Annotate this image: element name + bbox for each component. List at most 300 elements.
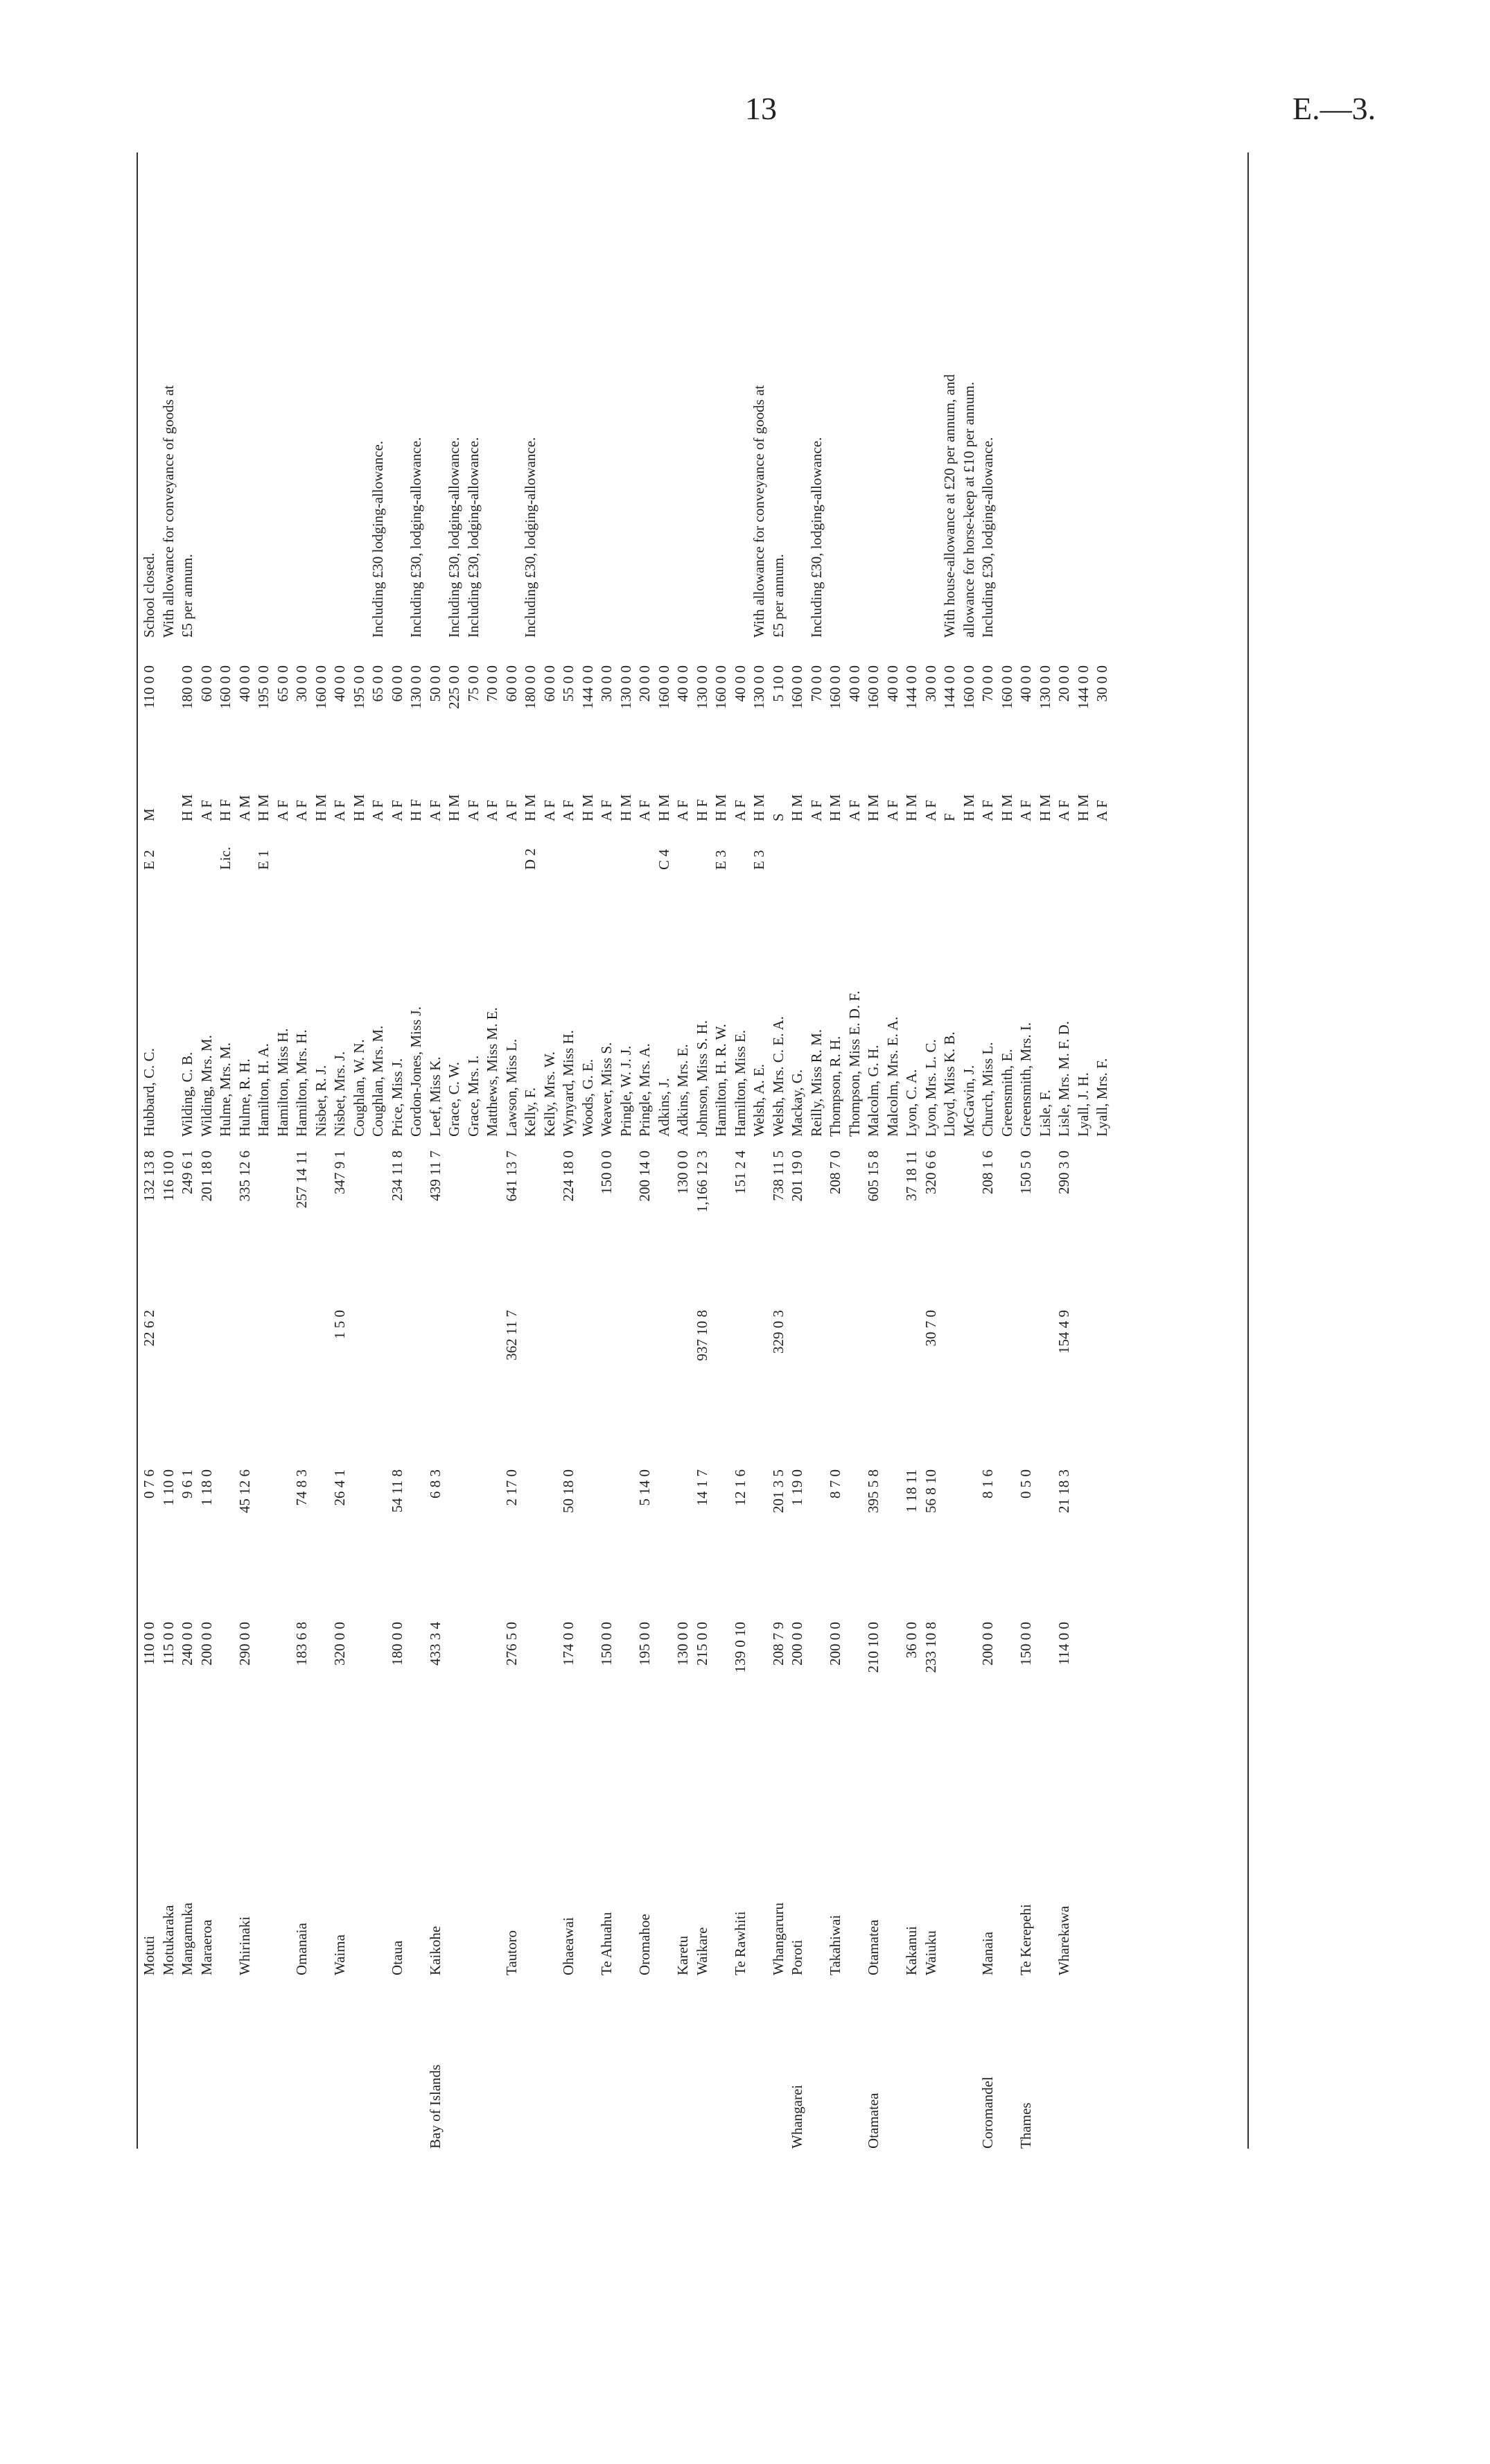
cell-position: A F — [331, 800, 348, 821]
cell-teacher: Coughlan, Mrs. M. — [369, 1025, 386, 1137]
cell-salary: 174 0 0 — [560, 1622, 577, 1666]
cell-salary: 36 0 0 — [903, 1622, 920, 1659]
cell-salary: 183 6 8 — [293, 1622, 310, 1666]
cell-allowance: 14 1 7 — [693, 1469, 710, 1506]
cell-salary: 130 0 0 — [674, 1622, 691, 1666]
cell-position: A F — [1017, 800, 1034, 821]
cell-teacher: Adkins, Mrs. E. — [674, 1044, 691, 1137]
cell-teacher: Lisle, Mrs. M. F. D. — [1055, 1021, 1072, 1137]
table-row — [1057, 152, 1071, 2149]
cell-total: 290 3 0 — [1055, 1151, 1072, 1194]
cell-position: A F — [560, 800, 577, 821]
cell-school: Te Ahuahu — [598, 1912, 615, 1975]
cell-position: H M — [960, 794, 977, 821]
cell-total: 201 19 0 — [789, 1151, 805, 1202]
table-row — [904, 152, 918, 2149]
table-row — [733, 152, 747, 2149]
cell-position: F — [941, 813, 958, 821]
cell-teacher-salary: 130 0 0 — [617, 665, 634, 709]
cell-teacher: Mackay, G. — [789, 1069, 805, 1137]
cell-total: 150 5 0 — [1017, 1151, 1034, 1194]
cell-remarks: With allowance for conveyance of goods at — [751, 385, 767, 638]
cell-position: H M — [255, 794, 272, 821]
cell-position: H M — [522, 794, 538, 821]
cell-teacher-salary: 160 0 0 — [998, 665, 1015, 709]
cell-salary: 150 0 0 — [598, 1622, 615, 1666]
cell-teacher-salary: 65 0 0 — [274, 665, 291, 702]
cell-position: A F — [293, 800, 310, 821]
table-row — [295, 152, 308, 2149]
table-row — [161, 152, 175, 2149]
cell-remarks: Including £30, lodging-allowance. — [979, 437, 996, 638]
cell-teacher: Thompson, R. H. — [827, 1036, 843, 1137]
table-row — [333, 152, 347, 2149]
table-row — [200, 152, 213, 2149]
cell-salary: 195 0 0 — [636, 1622, 653, 1666]
cell-teacher-salary: 144 0 0 — [1074, 665, 1092, 709]
cell-teacher: Greensmith, Mrs. I. — [1017, 1022, 1034, 1137]
cell-total: 257 14 11 — [293, 1151, 310, 1209]
table-row — [352, 152, 366, 2149]
cell-position: H F — [407, 798, 424, 821]
cell-cert: E 3 — [712, 850, 729, 870]
table-row — [962, 152, 976, 2149]
cell-total: 641 13 7 — [502, 1151, 520, 1202]
cell-salary: 433 3 4 — [426, 1622, 444, 1666]
cell-allowance: 21 18 3 — [1055, 1469, 1072, 1513]
cell-salary: 110 0 0 — [141, 1622, 157, 1666]
cell-teacher: Nisbet, Mrs. J. — [331, 1051, 348, 1137]
cell-school: Manaia — [979, 1932, 996, 1975]
cell-allowance: 1 18 0 — [198, 1469, 215, 1506]
cell-teacher: Pringle, W. J. J. — [617, 1045, 634, 1137]
table-row — [523, 152, 537, 2149]
cell-district: Whangarei — [789, 2084, 805, 2149]
cell-teacher: Thompson, Miss E. D. F. — [845, 990, 863, 1137]
cell-remarks: Including £30, lodging-allowance. — [807, 437, 825, 638]
cell-teacher-salary: 40 0 0 — [731, 665, 748, 702]
cell-teacher-salary: 60 0 0 — [502, 665, 520, 702]
cell-teacher: Lyon, Mrs. L. C. — [922, 1039, 939, 1137]
cell-capitation: 362 11 7 — [502, 1310, 520, 1361]
rotated-table — [142, 139, 1390, 2149]
cell-teacher-salary: 160 0 0 — [712, 665, 729, 709]
cell-total: 234 11 8 — [388, 1151, 405, 1201]
table-row — [1095, 152, 1109, 2149]
cell-school: Motuti — [141, 1935, 157, 1975]
cell-salary: 180 0 0 — [388, 1622, 405, 1666]
cell-total: 605 15 8 — [865, 1151, 882, 1202]
table-row — [466, 152, 480, 2149]
cell-allowance: 1 10 0 — [159, 1469, 177, 1506]
cell-teacher-salary: 144 0 0 — [579, 665, 596, 709]
cell-teacher-salary: 30 0 0 — [922, 665, 939, 702]
table-row — [845, 152, 863, 2149]
cell-total: 200 14 0 — [636, 1151, 653, 1202]
cell-teacher-salary: 110 0 0 — [141, 665, 157, 709]
cell-teacher-salary: 30 0 0 — [598, 665, 615, 702]
cell-position: A F — [598, 800, 615, 821]
cell-allowance: 12 1 6 — [731, 1469, 748, 1506]
cell-salary: 240 0 0 — [179, 1622, 195, 1666]
cell-district: Thames — [1017, 2102, 1034, 2149]
cell-teacher-salary: 40 0 0 — [674, 665, 691, 702]
table-row — [809, 152, 823, 2149]
cell-teacher-salary: 55 0 0 — [560, 665, 577, 702]
cell-allowance: 9 6 1 — [179, 1469, 195, 1499]
cell-capitation: 329 0 3 — [769, 1310, 787, 1354]
table-row — [276, 152, 290, 2149]
cell-allowance: 50 18 0 — [560, 1469, 577, 1513]
cell-position: A F — [388, 800, 405, 821]
table-row — [657, 152, 671, 2149]
cell-teacher: Welsh, A. E. — [751, 1063, 767, 1137]
cell-school: Waiuku — [922, 1930, 939, 1975]
cell-teacher-salary: 60 0 0 — [541, 665, 558, 702]
cell-teacher-salary: 70 0 0 — [807, 665, 825, 702]
cell-remarks: allowance for horse-keep at £10 per annum. — [960, 381, 977, 638]
cell-position: A F — [464, 800, 482, 821]
cell-remarks: £5 per annum. — [179, 554, 195, 638]
cell-position: S — [769, 813, 787, 821]
cell-position: M — [141, 808, 157, 821]
table-row — [428, 152, 442, 2149]
cell-salary: 215 0 0 — [693, 1622, 710, 1666]
cell-teacher: Lawson, Miss L. — [502, 1038, 520, 1137]
cell-salary: 320 0 0 — [331, 1622, 348, 1666]
cell-total: 224 18 0 — [560, 1151, 577, 1202]
cell-teacher-salary: 70 0 0 — [979, 665, 996, 702]
table-row — [371, 152, 385, 2149]
cell-teacher: Lisle, F. — [1036, 1090, 1053, 1137]
cell-teacher: Coughlan, W. N. — [350, 1039, 367, 1137]
cell-position: H F — [693, 798, 710, 821]
cell-total: 439 11 7 — [426, 1151, 444, 1201]
cell-position: A F — [979, 800, 996, 821]
cell-district: Coromandel — [979, 2077, 996, 2149]
cell-position: H M — [751, 794, 767, 821]
cell-total: 201 18 0 — [198, 1151, 215, 1202]
cell-teacher: Kelly, Mrs. W. — [541, 1051, 558, 1137]
cell-teacher: McGavin, J. — [960, 1065, 977, 1137]
cell-school: Motukaraka — [159, 1905, 177, 1975]
cell-teacher: Hulme, R. H. — [236, 1058, 253, 1137]
cell-teacher-salary: 70 0 0 — [484, 665, 500, 702]
cell-allowance: 5 14 0 — [636, 1469, 653, 1506]
cell-teacher-salary: 160 0 0 — [655, 665, 672, 709]
cell-salary: 200 0 0 — [979, 1622, 996, 1666]
cell-position: H M — [350, 794, 367, 821]
cell-position: H M — [903, 794, 920, 821]
cell-remarks: Including £30 lodging-allowance. — [369, 440, 386, 638]
cell-allowance: 74 8 3 — [293, 1469, 310, 1506]
cell-salary: 200 0 0 — [827, 1622, 843, 1666]
cell-teacher-salary: 5 10 0 — [769, 665, 787, 702]
cell-total: 347 9 1 — [331, 1151, 348, 1194]
cell-remarks: £5 per annum. — [769, 554, 787, 638]
cell-teacher-salary: 195 0 0 — [350, 665, 367, 709]
table-row — [409, 152, 423, 2149]
cell-school: Poroti — [789, 1939, 805, 1975]
cell-school: Waima — [331, 1934, 348, 1975]
table-row — [943, 152, 956, 2149]
cell-teacher-salary: 160 0 0 — [865, 665, 882, 709]
cell-position: H M — [446, 794, 462, 821]
cell-teacher: Hubbard, C. C. — [141, 1048, 157, 1137]
cell-teacher-salary: 180 0 0 — [179, 665, 195, 709]
cell-position: A F — [198, 800, 215, 821]
cell-school: Kakanui — [903, 1925, 920, 1975]
cell-teacher-salary: 160 0 0 — [827, 665, 843, 709]
cell-teacher-salary: 40 0 0 — [845, 665, 863, 702]
cell-cert: D 2 — [522, 848, 538, 870]
table-row — [581, 152, 595, 2149]
cell-remarks: Including £30, lodging-allowance. — [407, 437, 424, 638]
cell-school: Te Rawhiti — [731, 1911, 748, 1975]
cell-salary: 276 5 0 — [502, 1622, 520, 1666]
cell-teacher-salary: 20 0 0 — [1055, 665, 1072, 702]
cell-school: Omanaia — [293, 1923, 310, 1975]
cell-cert: E 2 — [141, 850, 157, 870]
table-row — [790, 152, 804, 2149]
cell-total: 151 2 4 — [731, 1151, 748, 1194]
cell-teacher: Reilly, Miss R. M. — [807, 1029, 825, 1137]
cell-teacher-salary: 40 0 0 — [1017, 665, 1034, 702]
table-row — [714, 152, 728, 2149]
cell-teacher: Kelly, F. — [522, 1087, 538, 1137]
cell-salary: 115 0 0 — [159, 1622, 177, 1666]
cell-teacher: Hamilton, Miss H. — [274, 1028, 291, 1137]
cell-capitation: 30 7 0 — [922, 1310, 939, 1347]
cell-position: A F — [1094, 800, 1110, 821]
cell-teacher: Adkins, J. — [655, 1078, 672, 1137]
cell-school: Karetu — [674, 1935, 691, 1975]
cell-total: 738 11 5 — [769, 1151, 787, 1201]
table-row — [752, 152, 766, 2149]
cell-teacher: Hamilton, Mrs. H. — [293, 1029, 310, 1137]
cell-teacher-salary: 160 0 0 — [789, 665, 805, 709]
cell-position: H M — [179, 794, 195, 821]
cell-position: H M — [998, 794, 1015, 821]
cell-capitation: 22 6 2 — [141, 1310, 157, 1347]
cell-school: Te Kerepehi — [1017, 1904, 1034, 1975]
table-row — [771, 152, 785, 2149]
table-row — [676, 152, 690, 2149]
cell-capitation: 1 5 0 — [331, 1310, 348, 1339]
cell-salary: 139 0 10 — [731, 1622, 748, 1673]
cell-position: A F — [731, 800, 748, 821]
table-row — [256, 152, 270, 2149]
cell-remarks: Including £30, lodging-allowance. — [446, 437, 462, 638]
cell-position: H M — [827, 794, 843, 821]
cell-school: Takahiwai — [827, 1914, 843, 1975]
cell-school: Otaua — [388, 1940, 405, 1975]
cell-teacher: Nisbet, R. J. — [312, 1065, 329, 1137]
cell-total: 320 6 6 — [922, 1151, 939, 1194]
cell-total: 150 0 0 — [598, 1151, 615, 1194]
cell-position: H M — [789, 794, 805, 821]
cell-teacher: Price, Miss J. — [388, 1058, 405, 1137]
table-row — [390, 152, 404, 2149]
cell-cert: Lic. — [217, 846, 234, 870]
cell-position: A F — [674, 800, 691, 821]
cell-allowance: 1 18 11 — [903, 1469, 920, 1513]
cell-salary: 233 10 8 — [922, 1622, 939, 1673]
cell-teacher-salary: 40 0 0 — [236, 665, 253, 702]
cell-salary: 150 0 0 — [1017, 1622, 1034, 1666]
table-row — [1019, 152, 1033, 2149]
cell-position: H M — [1074, 794, 1092, 821]
cell-total: 208 1 6 — [979, 1151, 996, 1194]
table-row — [599, 152, 613, 2149]
cell-position: H M — [655, 794, 672, 821]
cell-remarks: With allowance for conveyance of goods at — [159, 385, 177, 638]
table-row — [1000, 152, 1014, 2149]
cell-teacher-salary: 30 0 0 — [1094, 665, 1110, 702]
cell-allowance: 26 4 1 — [331, 1469, 348, 1506]
cell-teacher: Lyon, C. A. — [903, 1069, 920, 1137]
cell-school: Otamatea — [865, 1919, 882, 1975]
cell-school: Kaikohe — [426, 1925, 444, 1975]
cell-salary: 200 0 0 — [789, 1622, 805, 1666]
cell-district: Otamatea — [865, 2092, 882, 2149]
cell-teacher: Church, Miss L. — [979, 1042, 996, 1137]
cell-school: Oromahoe — [636, 1914, 653, 1975]
table-row — [924, 152, 938, 2149]
cell-position: H M — [617, 794, 634, 821]
cell-position: A F — [274, 800, 291, 821]
table-bottom-rule — [1247, 152, 1249, 2149]
cell-allowance: 0 7 6 — [141, 1469, 157, 1499]
table-row — [502, 152, 520, 2149]
cell-remarks: Including £30, lodging-allowance. — [464, 437, 482, 638]
cell-teacher: Gordon-Jones, Miss J. — [407, 1006, 424, 1137]
table-row — [180, 152, 194, 2149]
cell-teacher: Grace, C. W. — [446, 1062, 462, 1137]
cell-district: Bay of Islands — [426, 2064, 444, 2149]
cell-allowance: 56 8 10 — [922, 1469, 939, 1513]
cell-teacher: Weaver, Miss S. — [598, 1042, 615, 1137]
table-row — [314, 152, 328, 2149]
cell-cert: C 4 — [655, 849, 672, 870]
cell-allowance: 45 12 6 — [236, 1469, 253, 1513]
cell-allowance: 8 1 6 — [979, 1469, 996, 1499]
cell-allowance: 2 17 0 — [502, 1469, 520, 1506]
table-row — [866, 152, 880, 2149]
page-number: 13 — [745, 91, 777, 126]
cell-total: 249 6 1 — [179, 1151, 195, 1194]
cell-school: Waikare — [693, 1927, 710, 1975]
cell-position: A F — [922, 800, 939, 821]
cell-position: H M — [1036, 794, 1053, 821]
cell-teacher-salary: 160 0 0 — [960, 665, 977, 709]
cell-capitation: 937 10 8 — [693, 1310, 710, 1361]
document-reference: E.—3. — [1292, 91, 1376, 126]
cell-position: A M — [236, 795, 253, 821]
cell-position: A F — [541, 800, 558, 821]
cell-teacher: Leef, Miss K. — [426, 1056, 444, 1137]
cell-school: Tautoro — [502, 1930, 520, 1975]
cell-teacher-salary: 130 0 0 — [1036, 665, 1053, 709]
cell-remarks: With house-allowance at £20 per annum, and — [941, 374, 958, 638]
table-row — [695, 152, 709, 2149]
cell-teacher: Wynyard, Miss H. — [560, 1030, 577, 1137]
table-row — [543, 152, 556, 2149]
cell-position: H M — [712, 794, 729, 821]
cell-teacher: Grace, Mrs. I. — [464, 1055, 482, 1137]
cell-teacher: Greensmith, E. — [998, 1049, 1015, 1137]
cell-position: A F — [636, 800, 653, 821]
cell-position: A F — [1055, 800, 1072, 821]
cell-teacher-salary: 225 0 0 — [446, 665, 462, 709]
cell-school: Ohaeawai — [560, 1917, 577, 1975]
cell-teacher-salary: 180 0 0 — [522, 665, 538, 709]
cell-salary: 290 0 0 — [236, 1622, 253, 1666]
cell-position: H M — [312, 794, 329, 821]
cell-teacher-salary: 60 0 0 — [388, 665, 405, 702]
cell-teacher: Welsh, Mrs. C. E. A. — [769, 1016, 787, 1137]
table-row — [828, 152, 842, 2149]
cell-teacher-salary: 160 0 0 — [217, 665, 234, 709]
cell-school: Whangaruru — [769, 1903, 787, 1975]
cell-teacher: Pringle, Mrs. A. — [636, 1043, 653, 1137]
cell-total: 37 18 11 — [903, 1151, 920, 1201]
cell-teacher-salary: 50 0 0 — [426, 665, 444, 702]
cell-allowance: 8 7 0 — [827, 1469, 843, 1499]
cell-teacher: Matthews, Miss M. E. — [484, 1007, 500, 1137]
cell-total: 132 13 8 — [141, 1151, 157, 1202]
cell-teacher: Woods, G. E. — [579, 1058, 596, 1137]
cell-salary: 114 0 0 — [1055, 1622, 1072, 1666]
cell-teacher-salary: 40 0 0 — [884, 665, 901, 702]
cell-position: A F — [484, 800, 500, 821]
cell-cert: E 3 — [751, 850, 767, 870]
cell-teacher: Malcolm, Mrs. E. A. — [884, 1016, 901, 1137]
cell-teacher: Malcolm, G. H. — [865, 1045, 882, 1137]
cell-teacher: Hulme, Mrs. M. — [217, 1042, 234, 1137]
cell-allowance: 1 19 0 — [789, 1469, 805, 1506]
table-row — [447, 152, 461, 2149]
cell-allowance: 54 11 8 — [388, 1469, 405, 1513]
cell-salary: 208 7 9 — [769, 1622, 787, 1666]
cell-salary: 210 10 0 — [865, 1622, 882, 1673]
cell-teacher: Hamilton, H. A. — [255, 1043, 272, 1137]
table-row — [886, 152, 900, 2149]
cell-salary: 200 0 0 — [198, 1622, 215, 1666]
cell-allowance: 6 8 3 — [426, 1469, 444, 1499]
cell-position: A F — [502, 800, 520, 821]
cell-total: 130 0 0 — [674, 1151, 691, 1194]
cell-position: A F — [884, 800, 901, 821]
cell-teacher-salary: 144 0 0 — [903, 665, 920, 709]
cell-position: H F — [217, 798, 234, 821]
table-row — [981, 152, 994, 2149]
cell-school: Whirinaki — [236, 1916, 253, 1975]
cell-teacher-salary: 20 0 0 — [636, 665, 653, 702]
cell-allowance: 0 5 0 — [1017, 1469, 1034, 1499]
cell-teacher-salary: 30 0 0 — [293, 665, 310, 702]
table-row — [1076, 152, 1090, 2149]
cell-teacher-salary: 130 0 0 — [407, 665, 424, 709]
table-row — [485, 152, 499, 2149]
cell-teacher-salary: 144 0 0 — [941, 665, 958, 709]
cell-teacher: Hamilton, H. R. W. — [712, 1024, 729, 1137]
cell-teacher-salary: 60 0 0 — [198, 665, 215, 702]
cell-total: 1,166 12 3 — [693, 1151, 710, 1213]
cell-teacher-salary: 75 0 0 — [464, 665, 482, 702]
cell-position: A F — [845, 800, 863, 821]
cell-position: A F — [369, 800, 386, 821]
